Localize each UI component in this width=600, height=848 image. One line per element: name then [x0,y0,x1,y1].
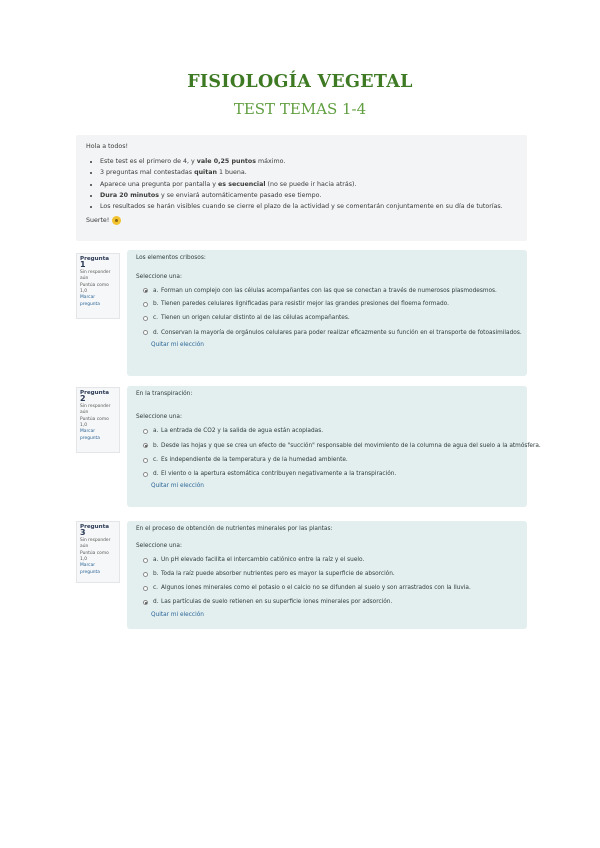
question-info-2 [76,387,120,453]
answer-option-d[interactable]: d. Las partículas de suelo retienen en su superficie iones minerales por adsorción. [143,595,519,609]
question-points: Puntúa como 1,0 [80,282,109,295]
question-info-3 [76,521,120,583]
luck-line [86,215,517,226]
answer-option-c[interactable]: c. Tienen un origen celular distinto al de las células acompañantes. [143,311,519,325]
luck-text: Suerte! [86,217,110,225]
question-points: Puntúa como 1,0 [80,416,109,429]
select-label: Seleccione una: [136,414,182,420]
question-status: Sin responder aún [80,269,111,282]
intro-bullet: • 3 preguntas mal contestadas quitan 1 buena. [100,167,517,178]
radio-button[interactable] [143,330,148,335]
page-title: FISIOLOGÍA VEGETAL [187,72,413,92]
question-text: En la transpiración: [136,391,193,397]
radio-button[interactable] [143,586,148,591]
question-status: Sin responder aún [80,403,111,416]
radio-button[interactable] [143,429,148,434]
question-box-1 [127,250,527,376]
question-box-2 [127,386,541,507]
radio-button[interactable] [143,443,148,448]
radio-button[interactable] [143,472,148,477]
intro-bullet: • Dura 20 minutos y se enviará automáticamente pasado ese tiempo. [100,190,517,201]
clear-choice-link[interactable]: Quitar mi elección [151,483,204,489]
answer-option-c[interactable]: c. Es independiente de la temperatura y de la humedad ambiente. [143,453,519,467]
select-label: Seleccione una: [136,543,182,549]
radio-button[interactable] [143,288,148,293]
answer-option-a[interactable]: a. La entrada de CO2 y la salida de agua están acopladas. [143,424,519,438]
page-subtitle: TEST TEMAS 1-4 [233,100,367,118]
question-text: Los elementos cribosos: [136,255,206,261]
radio-button[interactable] [143,458,148,463]
radio-button[interactable] [143,572,148,577]
question-status: Sin responder aún [80,537,111,550]
question-number: Pregunta 1 [80,256,110,270]
answer-option-c[interactable]: c. Algunos iones minerales como el potasio o el calcio no se difunden al suelo y son arrastrados con la lluvia. [143,581,519,595]
answer-option-b[interactable]: b. Toda la raíz puede absorber nutrientes pero es mayor la superficie de absorción. [143,567,519,581]
intro-bullet: • Los resultados se harán visibles cuando se cierre el plazo de la actividad y se comentarán conjuntamente en su día de tutorías. [100,201,517,212]
answer-option-b[interactable]: b. Desde las hojas y que se crea un efecto de "succión" responsable del movimiento de la columna de agua del suelo a la atmósfera. [143,438,519,453]
clover-icon [112,216,121,225]
answer-option-a[interactable]: a. Un pH elevado facilita el intercambio catiónico entre la raíz y el suelo. [143,553,519,567]
flag-question-link[interactable]: Marcar pregunta [80,429,100,441]
radio-button[interactable] [143,600,148,605]
question-box-3 [127,521,527,629]
question-info-1 [76,253,120,319]
clear-choice-link[interactable]: Quitar mi elección [151,342,204,348]
answer-option-a[interactable]: a. Forman un complejo con las células acompañantes con las que se conectan a través de numerosos plasmodesmos. [143,284,519,297]
intro-panel [76,135,527,241]
clear-choice-link[interactable]: Quitar mi elección [151,612,204,618]
radio-button[interactable] [143,302,148,307]
question-number: Pregunta 2 [80,390,110,404]
question-number: Pregunta 3 [80,524,110,538]
intro-heading: Hola a todos! [86,143,129,150]
select-label: Seleccione una: [136,274,182,280]
radio-button[interactable] [143,558,148,563]
answer-option-b[interactable]: b. Tienen paredes celulares lignificadas para resistir mejor las grandes presiones del floema formado. [143,297,519,311]
flag-question-link[interactable]: Marcar pregunta [80,295,100,307]
intro-list [86,156,517,212]
intro-bullet: • Aparece una pregunta por pantalla y es secuencial (no se puede ir hacia atrás). [100,179,517,190]
answer-option-d[interactable]: d. El viento o la apertura estomática contribuyen negativamente a la transpiración. [143,467,519,481]
intro-bullet: • Este test es el primero de 4, y vale 0,25 puntos máximo. [100,156,517,167]
question-points: Puntúa como 1,0 [80,550,109,563]
answer-option-d[interactable]: d. Conservan la mayoría de orgánulos celulares para poder realizar eficazmente su función en el transporte de fotoasimilados. [143,325,519,340]
flag-question-link[interactable]: Marcar pregunta [80,563,100,575]
question-text: En el proceso de obtención de nutrientes minerales por las plantas: [136,526,333,532]
radio-button[interactable] [143,316,148,321]
